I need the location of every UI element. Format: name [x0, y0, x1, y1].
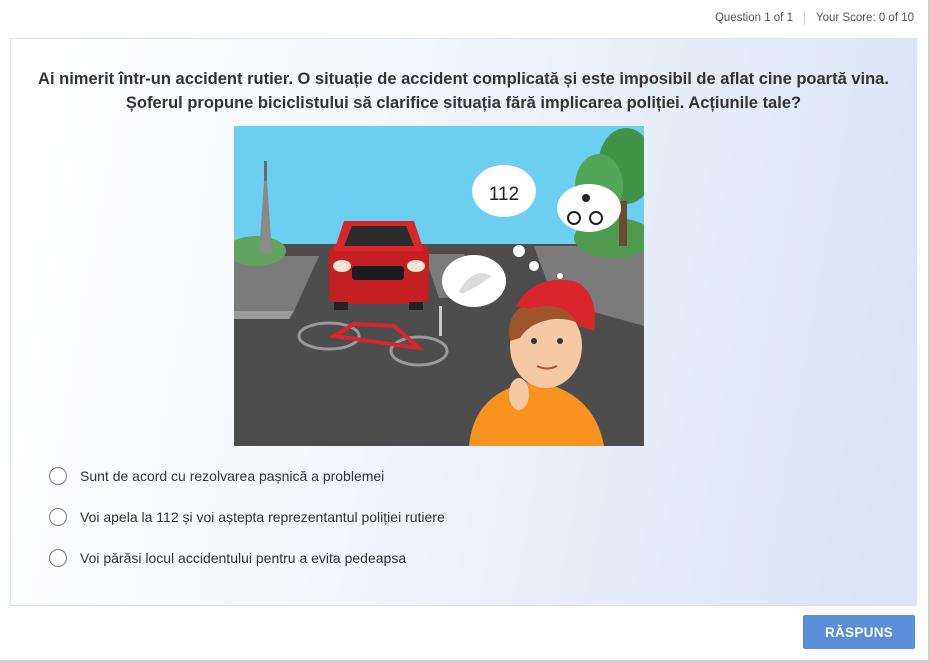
emergency-number-text: 112	[488, 184, 520, 205]
answer-list	[49, 465, 445, 588]
answer-option-2[interactable]	[49, 506, 445, 528]
answer-label: Sunt de acord cu rezolvarea pașnică a problemei	[80, 468, 385, 484]
question-text: Ai nimerit într-un accident rutier. O situație de accident complicată și este imposibil de aflat cine poartă vina. Șoferul propune biciclistului să clarifice situația fără implicarea poliției. Acțiunile tale?	[38, 70, 889, 112]
quiz-status-bar	[0, 0, 928, 36]
question-panel	[10, 38, 917, 606]
accident-illustration	[234, 126, 644, 446]
submit-answer-button[interactable]: RĂSPUNS	[803, 615, 915, 649]
answer-label: Voi apela la 112 și voi aștepta reprezentantul poliției rutiere	[80, 509, 445, 525]
answer-option-3[interactable]	[49, 547, 445, 569]
radio-button[interactable]	[49, 467, 67, 485]
question-counter: Question 1 of 1	[714, 12, 793, 24]
score-display: Your Score: 0 of 10	[815, 12, 914, 24]
radio-button[interactable]	[49, 508, 67, 526]
answer-label: Voi părăsi locul accidentului pentru a evita pedeapsa	[80, 550, 407, 566]
status-divider	[804, 12, 805, 25]
answer-option-1[interactable]	[49, 465, 445, 487]
radio-button[interactable]	[49, 549, 67, 567]
